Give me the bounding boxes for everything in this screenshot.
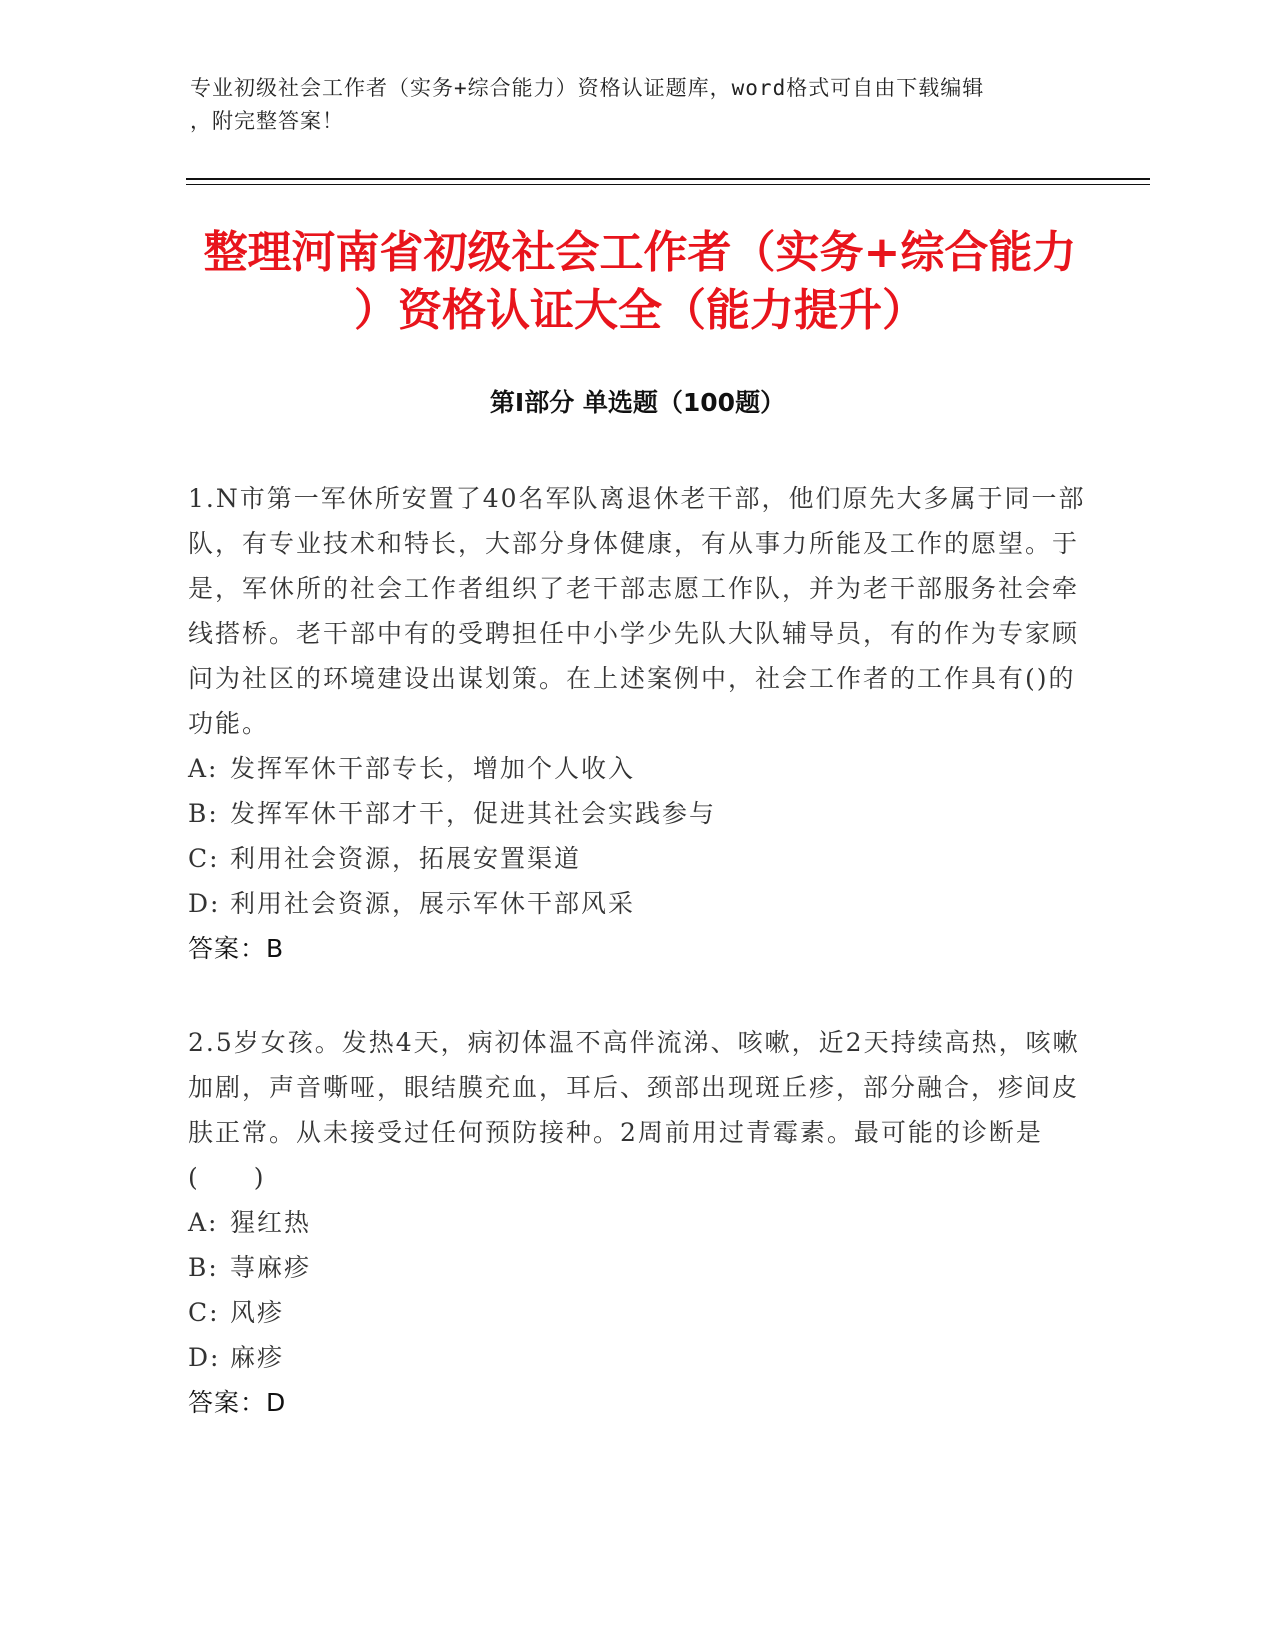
section-title: 第Ⅰ部分 单选题（100题） — [489, 388, 786, 417]
option-text: 荨麻疹 — [230, 1253, 312, 1282]
option-b — [188, 791, 1088, 836]
option-key: A: — [188, 1208, 219, 1237]
option-text: 风疹 — [230, 1298, 285, 1327]
option-key: B: — [188, 1253, 219, 1282]
header-note-line-1: 专业初级社会工作者（实务+综合能力）资格认证题库，word格式可自由下载编辑 — [190, 76, 985, 100]
option-text: 发挥军休干部才干，促进其社会实践参与 — [230, 799, 717, 828]
option-text: 麻疹 — [230, 1343, 285, 1372]
option-text: 猩红热 — [230, 1208, 312, 1237]
option-key: A: — [188, 754, 219, 783]
header-note-line-2: ，附完整答案！ — [190, 109, 344, 133]
question-stem: 1.N市第一军休所安置了40名军队离退休老干部，他们原先大多属于同一部队，有专业技术和特长，大部分身体健康，有从事力所能及工作的愿望。于是，军休所的社会工作者组织了老干部志愿工作队，并为老干部服务社会牵线搭桥。老干部中有的受聘担任中小学少先队大队辅导员，有的作为专家顾问为社区的环境建设出谋划策。在上述案例中，社会工作者的工作具有()的功能。 — [188, 484, 1086, 738]
option-key: D: — [188, 1343, 221, 1372]
option-a — [188, 1200, 1088, 1245]
header-divider-thick — [186, 178, 1150, 180]
option-key: B: — [188, 799, 219, 828]
option-b — [188, 1245, 1088, 1290]
option-key: C: — [188, 1298, 220, 1327]
question-2 — [188, 1020, 1088, 1425]
header-note — [190, 72, 1090, 138]
document-title — [180, 224, 1100, 340]
option-c — [188, 1290, 1088, 1335]
answer-line: 答案：B — [188, 934, 285, 963]
document-title-line-2: ）资格认证大全（能力提升） — [354, 285, 926, 336]
question-stem: 2.5岁女孩。发热4天，病初体温不高伴流涕、咳嗽，近2天持续高热，咳嗽加剧，声音嘶哑，眼结膜充血，耳后、颈部出现斑丘疹，部分融合，疹间皮肤正常。从未接受过任何预防接种。2周前用过青霉素。最可能的诊断是( ) — [188, 1028, 1080, 1192]
answer-line: 答案：D — [188, 1388, 287, 1417]
option-text: 利用社会资源，展示军休干部风采 — [230, 889, 636, 918]
option-key: C: — [188, 844, 220, 873]
option-c — [188, 836, 1088, 881]
option-key: D: — [188, 889, 221, 918]
option-d — [188, 881, 1088, 926]
document-title-line-1: 整理河南省初级社会工作者（实务+综合能力 — [203, 227, 1077, 278]
question-1 — [188, 476, 1088, 971]
option-a — [188, 746, 1088, 791]
option-text: 发挥军休干部专长，增加个人收入 — [230, 754, 636, 783]
option-text: 利用社会资源，拓展安置渠道 — [230, 844, 582, 873]
header-divider-thin — [186, 184, 1150, 185]
option-d — [188, 1335, 1088, 1380]
